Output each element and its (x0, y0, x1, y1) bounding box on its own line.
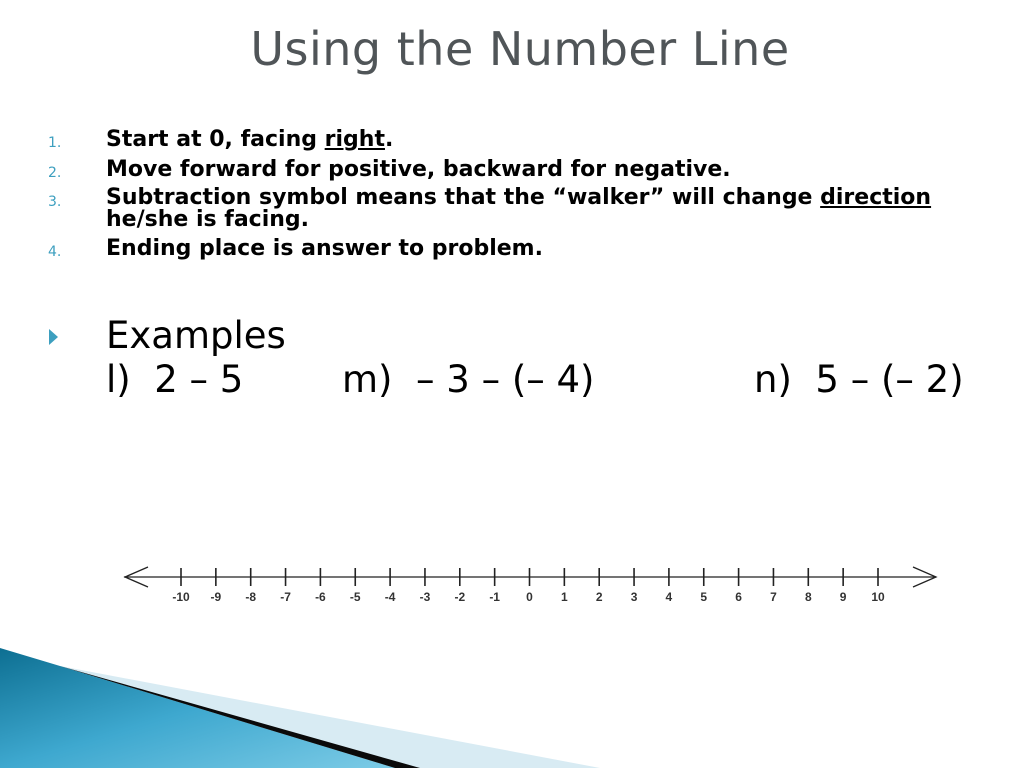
example-m: m) – 3 – (– 4) (342, 358, 595, 401)
step-number: 3. (48, 194, 62, 210)
examples-heading: Examples (106, 314, 286, 357)
steps-list (48, 127, 948, 266)
step-item (48, 236, 948, 261)
number-line-marks (124, 567, 936, 604)
number-line-tick-label: 8 (804, 590, 812, 604)
number-line-tick-label: -3 (419, 590, 431, 604)
step-text: Move forward for positive, backward for negative. (106, 157, 731, 182)
number-line-tick-label: 4 (665, 590, 673, 604)
step-text: Start at 0, facing (106, 127, 325, 152)
number-line-tick-label: -5 (349, 590, 361, 604)
number-line-tick-label: 7 (770, 590, 777, 604)
number-line-tick-label: 6 (735, 590, 742, 604)
decorative-corner-shape (0, 600, 1024, 768)
step-number: 1. (48, 135, 62, 151)
number-line-tick-label: 5 (700, 590, 708, 604)
number-line-tick-label: 2 (595, 590, 603, 604)
step-number: 2. (48, 165, 62, 181)
example-l: l) 2 – 5 (106, 358, 244, 401)
step-text: Subtraction symbol means that the “walker” will change (106, 185, 821, 210)
number-line (0, 555, 1024, 605)
slide-title: Using the Number Line (250, 22, 790, 76)
step-text: Ending place is answer to problem. (106, 236, 543, 261)
step-text-end: . (384, 127, 394, 152)
number-line-tick-label: -9 (210, 590, 222, 604)
number-line-tick-label: -10 (172, 590, 190, 604)
number-line-tick-label: 10 (871, 590, 885, 604)
number-line-tick-label: -6 (315, 590, 326, 604)
number-line-tick-label: -8 (245, 590, 257, 604)
number-line-tick-label: 9 (839, 590, 847, 604)
number-line-tick-label: 1 (561, 590, 568, 604)
step-underlined-text: direction (820, 185, 932, 210)
step-item (48, 157, 948, 182)
number-line-tick-label: -7 (280, 590, 291, 604)
step-text-line2: he/she is facing. (106, 207, 310, 232)
step-number: 4. (48, 244, 62, 260)
arrow-bullet-icon (49, 329, 58, 345)
number-line-tick-label: -4 (384, 590, 396, 604)
number-line-tick-label: 0 (526, 590, 533, 604)
step-item (48, 187, 948, 231)
example-n: n) 5 – (– 2) (754, 358, 964, 401)
decor-blue-band (0, 648, 395, 768)
number-line-tick-label: -2 (454, 590, 466, 604)
step-item (48, 127, 948, 152)
number-line-tick-label: 3 (630, 590, 638, 604)
number-line-tick-label: -1 (489, 590, 500, 604)
step-underlined-text: right (324, 127, 385, 152)
